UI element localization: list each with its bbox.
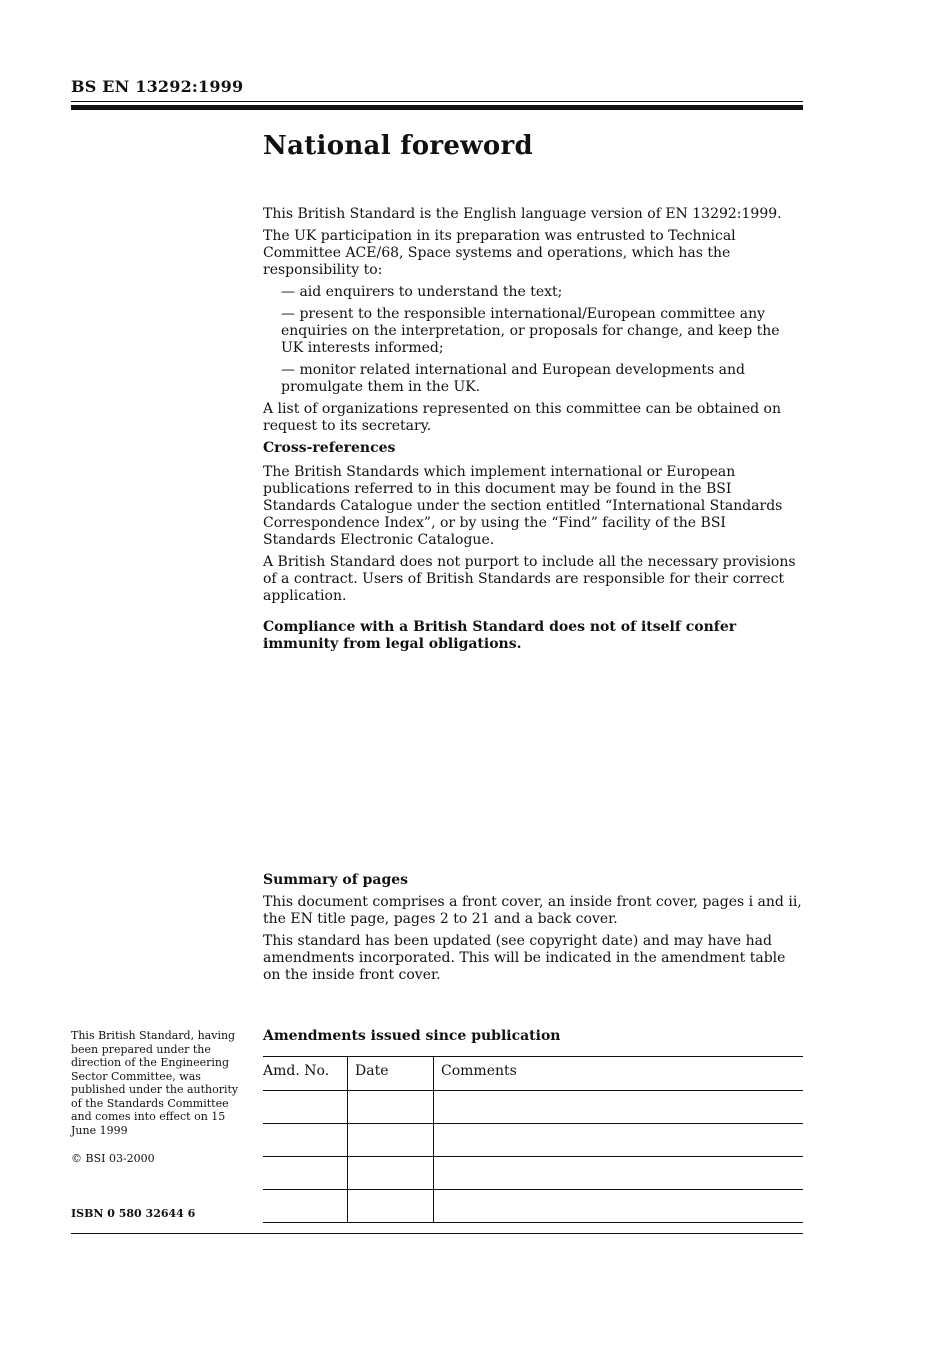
amendments-heading: Amendments issued since publication	[263, 1028, 561, 1044]
publication-note: This British Standard, having been prepared under the direction of the Engineering Sector Committee, was published under the authority of the Standards Committee and comes into effect on 15 June 1999	[71, 1029, 239, 1137]
compliance-notice: Compliance with a British Standard does not of itself confer immunity from legal obligations.	[263, 619, 737, 652]
table-cell	[263, 1157, 348, 1190]
column-header-date: Date	[348, 1057, 434, 1091]
table-cell	[263, 1091, 348, 1124]
contract-paragraph: A British Standard does not purport to include all the necessary provisions of a contract. Users of British Standards are responsible for their correct application.	[263, 554, 796, 604]
table-cell	[263, 1190, 348, 1223]
footer-rule	[71, 1233, 803, 1234]
cross-references-paragraph: The British Standards which implement international or European publications referred to in this document may be found in the BSI Standards Catalogue under the section entitled “International Standards Correspondence Index”, or by using the “Find” facility of the BSI Standards Electronic Catalogue.	[263, 464, 783, 548]
participation-paragraph: The UK participation in its preparation was entrusted to Technical Committee ACE/68, Space systems and operations, which has the responsibility to:	[263, 228, 736, 278]
summary-update-paragraph: This standard has been updated (see copyright date) and may have had amendments incorporated. This will be indicated in the amendment table on the inside front cover.	[263, 933, 786, 983]
header-rule-thick	[71, 105, 803, 110]
standard-id-header: BS EN 13292:1999	[71, 77, 244, 96]
table-cell	[348, 1091, 434, 1124]
responsibility-item: — aid enquirers to understand the text;	[281, 284, 563, 300]
column-header-comments: Comments	[434, 1057, 804, 1091]
table-cell	[434, 1124, 804, 1157]
table-row	[263, 1190, 803, 1223]
organizations-paragraph: A list of organizations represented on this committee can be obtained on request to its secretary.	[263, 401, 781, 434]
table-cell	[348, 1124, 434, 1157]
summary-of-pages	[263, 872, 803, 989]
summary-pages-paragraph: This document comprises a front cover, an inside front cover, pages i and ii, the EN title page, pages 2 to 21 and a back cover.	[263, 894, 802, 927]
cross-references-heading: Cross-references	[263, 440, 396, 456]
isbn: ISBN 0 580 32644 6	[71, 1207, 196, 1220]
intro-paragraph: This British Standard is the English language version of EN 13292:1999.	[263, 206, 782, 222]
header-rule-thin	[71, 101, 803, 102]
table-cell	[348, 1157, 434, 1190]
publication-sidebar	[71, 1029, 243, 1166]
table-row	[263, 1091, 803, 1124]
table-cell	[348, 1190, 434, 1223]
table-cell	[263, 1124, 348, 1157]
amendments-table	[263, 1056, 803, 1223]
table-cell	[434, 1190, 804, 1223]
page-title: National foreword	[263, 131, 533, 161]
table-row	[263, 1157, 803, 1190]
copyright-notice: © BSI 03-2000	[71, 1152, 155, 1165]
foreword-body	[263, 206, 803, 658]
table-cell	[434, 1157, 804, 1190]
table-row	[263, 1124, 803, 1157]
table-header-row	[263, 1057, 803, 1091]
column-header-amd-no: Amd. No.	[263, 1057, 348, 1091]
summary-heading: Summary of pages	[263, 872, 409, 888]
responsibility-item: — present to the responsible international/European committee any enquiries on the interpretation, or proposals for change, and keep the UK interests informed;	[281, 306, 780, 356]
table-cell	[434, 1091, 804, 1124]
responsibility-item: — monitor related international and European developments and promulgate them in the UK.	[281, 362, 745, 395]
